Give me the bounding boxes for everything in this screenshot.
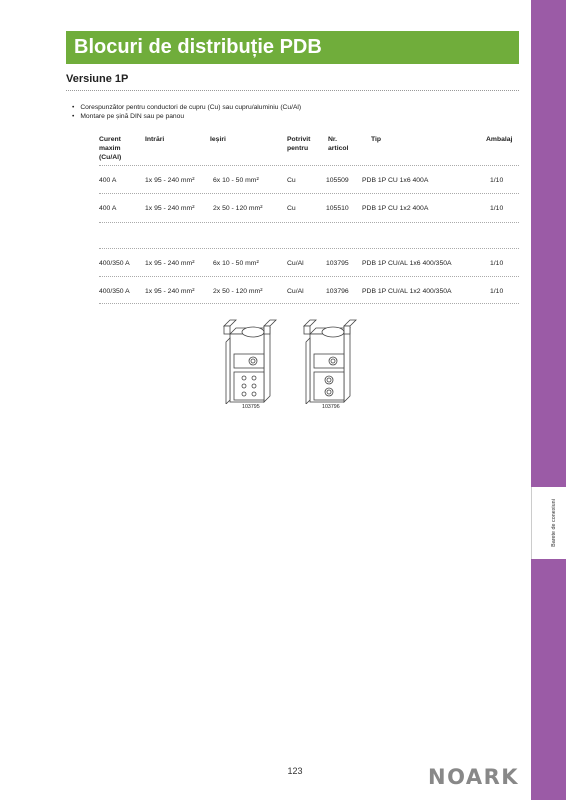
page-title: Blocuri de distribuție PDB <box>74 36 322 58</box>
title-bar <box>66 31 519 64</box>
row-divider <box>99 248 519 249</box>
image-label: 103795 <box>242 404 260 410</box>
table-divider <box>99 165 519 166</box>
feature-list <box>72 103 301 121</box>
header-outputs: Ieșiri <box>210 136 226 143</box>
section-title: Versiune 1P <box>66 73 129 85</box>
cell-inputs: 1x 95 - 240 mm² <box>145 177 195 184</box>
header-inputs: Intrări <box>145 136 165 143</box>
product-image-103796 <box>296 318 362 404</box>
cell-type: PDB 1P CU/AL 1x6 400/350A <box>362 260 452 267</box>
header-pack: Ambalaj <box>486 136 513 143</box>
cell-article: 103796 <box>326 288 349 295</box>
brand-logo <box>428 766 520 788</box>
cell-type: PDB 1P CU/AL 1x2 400/350A <box>362 288 452 295</box>
cell-current: 400/350 A <box>99 260 130 267</box>
cell-outputs: 6x 10 - 50 mm² <box>213 260 259 267</box>
cell-current: 400/350 A <box>99 288 130 295</box>
product-image-103795 <box>216 318 282 404</box>
cell-type: PDB 1P CU 1x6 400A <box>362 177 429 184</box>
cell-pack: 1/10 <box>490 288 504 295</box>
cell-outputs: 6x 10 - 50 mm² <box>213 177 259 184</box>
cell-inputs: 1x 95 - 240 mm² <box>145 205 195 212</box>
cell-pack: 1/10 <box>490 177 504 184</box>
row-divider <box>99 222 519 223</box>
image-label: 103796 <box>322 404 340 410</box>
page-number: 123 <box>287 766 303 776</box>
cell-type: PDB 1P CU 1x2 400A <box>362 205 429 212</box>
cell-pack: 1/10 <box>490 205 504 212</box>
cell-suitable: Cu <box>287 177 296 184</box>
header-article: Nr. articol <box>328 136 349 152</box>
cell-article: 105510 <box>326 205 349 212</box>
feature-item: • Montare pe șină DIN sau pe panou <box>72 112 301 121</box>
side-tab-label: Barete de conexiuni <box>551 499 557 547</box>
cell-current: 400 A <box>99 205 117 212</box>
cell-pack: 1/10 <box>490 260 504 267</box>
brand-logo-text: NOARK <box>428 765 520 789</box>
cell-suitable: Cu <box>287 205 296 212</box>
header-type: Tip <box>371 136 382 143</box>
cell-current: 400 A <box>99 177 117 184</box>
section-divider <box>66 90 519 91</box>
feature-item: • Corespunzător pentru conductori de cupru (Cu) sau cupru/aluminiu (Cu/Al) <box>72 103 301 112</box>
cell-outputs: 2x 50 - 120 mm² <box>213 205 263 212</box>
row-divider <box>99 193 519 194</box>
cell-suitable: Cu/Al <box>287 260 304 267</box>
row-divider <box>99 303 519 304</box>
header-suitable: Potrivit pentru <box>287 136 311 152</box>
cell-inputs: 1x 95 - 240 mm² <box>145 260 195 267</box>
cell-inputs: 1x 95 - 240 mm² <box>145 288 195 295</box>
cell-outputs: 2x 50 - 120 mm² <box>213 288 263 295</box>
row-divider <box>99 276 519 277</box>
cell-article: 103795 <box>326 260 349 267</box>
cell-suitable: Cu/Al <box>287 288 304 295</box>
cell-article: 105509 <box>326 177 349 184</box>
header-current: Curent maxim (Cu/Al) <box>99 136 122 161</box>
side-color-bar <box>531 0 566 800</box>
